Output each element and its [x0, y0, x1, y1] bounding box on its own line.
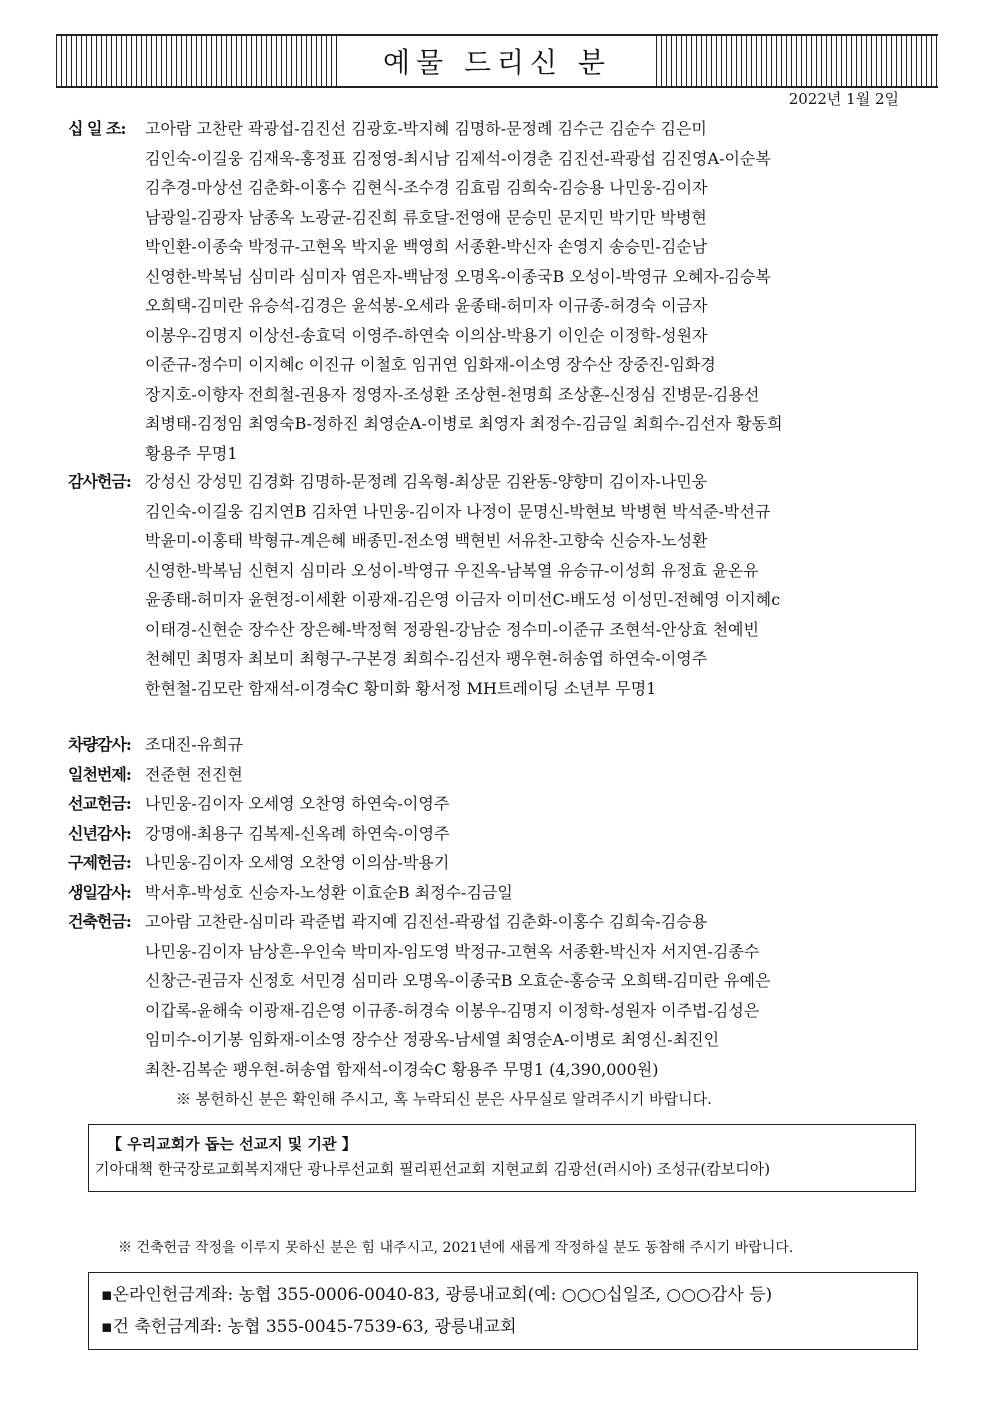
donor-line: 윤종태-허미자 윤현정-이세환 이광재-김은영 이금자 이미선C-배도성 이성민-전혜영 이지혜c — [145, 590, 781, 609]
donor-line: 이태경-신현순 장수산 장은혜-박정혁 정광원-강남순 정수미-이준규 조현석-안상효 천예빈 — [145, 619, 759, 639]
donor-line: 고아람 고찬란-심미라 곽준법 곽지예 김진선-곽광섭 김춘화-이홍수 김희숙-김승용 — [145, 912, 708, 931]
missions-text: 기아대책 한국장로교회복지재단 광나루선교회 필리핀선교회 지현교회 김광선(러시아) 조성규(캄보디아) — [95, 1160, 771, 1178]
donor-line: 박윤미-이홍태 박형규-계은혜 배종민-전소영 백현빈 서유찬-고향숙 신승자-노성환 — [145, 531, 708, 550]
donor-line: 이갑록-윤해숙 이광재-김은영 이규종-허경숙 이봉우-김명지 이정학-성원자 이주법-김성은 — [145, 1000, 760, 1020]
section-label-text: 감사헌금: — [68, 472, 131, 491]
missions-box — [88, 1124, 916, 1192]
section-label-text: 건축헌금: — [68, 912, 131, 931]
online-account: ▪온라인헌금계좌: 농협 355-0006-0040-83, 광릉내교회(예: ○○○십일조, ○○○감사 등) — [101, 1285, 773, 1305]
donor-line: 전준현 전진현 — [145, 765, 243, 784]
donor-line: 이봉우-김명지 이상선-송효덕 이영주-하연숙 이의삼-박용기 이인순 이정학-성원자 — [145, 325, 708, 345]
donor-line: 나민웅-김이자 오세영 오찬영 이의삼-박용기 — [145, 853, 450, 872]
section-label-text: 일천번제: — [68, 765, 131, 784]
section-label — [68, 819, 144, 849]
section-label — [68, 730, 144, 760]
section-label-text: 십 일 조: — [68, 119, 126, 138]
confirm-notice: ※ 봉헌하신 분은 확인해 주시고, 혹 누락되신 분은 사무실로 알려주시기 바랍니다. — [176, 1090, 712, 1108]
donor-line: 임미수-이기봉 임화재-이소영 장수산 정광옥-남세열 최영순A-이병로 최영신-최진인 — [145, 1030, 720, 1049]
title-bar — [56, 34, 938, 88]
section-label — [68, 114, 144, 144]
donor-line: 황용주 무명1 — [145, 443, 238, 463]
section-label-text: 구제헌금: — [68, 853, 131, 872]
section-label — [68, 467, 144, 497]
donor-line: 남광일-김광자 남종옥 노광균-김진희 류호달-전영애 문승민 문지민 박기만 박병현 — [145, 207, 707, 227]
donor-line: 박인환-이종숙 박정규-고현옥 박지윤 백영희 서종환-박신자 손영지 송승민-김순남 — [145, 237, 708, 256]
building-notice: ※ 건축헌금 작정을 이루지 못하신 분은 힘 내주시고, 2021년에 새롭게 작정하실 분도 동참해 주시기 바랍니다. — [118, 1240, 794, 1256]
donor-line: 장지호-이향자 전희철-권용자 정영자-조성환 조상현-천명희 조상훈-신정심 진병문-김용선 — [145, 384, 760, 404]
section-label — [68, 907, 144, 937]
donor-line: 김추경-마상선 김춘화-이홍수 김현식-조수경 김효림 김희숙-김승용 나민웅-김이자 — [145, 178, 708, 197]
donor-line: 이준규-정수미 이지혜c 이진규 이철호 임귀연 임화재-이소영 장수산 장중진-임화경 — [145, 355, 716, 374]
donor-line: 최찬-김복순 팽우현-허송엽 함재석-이경숙C 황용주 무명1 (4,390,000원) — [145, 1059, 659, 1079]
donor-line: 강명애-최용구 김복제-신옥례 하연숙-이영주 — [145, 824, 450, 843]
donor-line: 나민웅-김이자 남상흔-우인숙 박미자-임도영 박정규-고현옥 서종환-박신자 서지연-김종수 — [145, 941, 760, 961]
section-label — [68, 878, 144, 908]
donor-line: 김인숙-이길웅 김재욱-홍정표 김정영-최시남 김제석-이경춘 김진선-곽광섭 김진영A-이순복 — [145, 148, 771, 168]
donor-line: 오희택-김미란 유승석-김경은 윤석봉-오세라 윤종태-허미자 이규종-허경숙 이금자 — [145, 296, 708, 315]
missions-heading: 【 우리교회가 돕는 선교지 및 기관 】 — [107, 1135, 357, 1153]
donor-line: 조대진-유희규 — [145, 735, 244, 754]
page-title: 예물 드리신 분 — [340, 36, 654, 86]
donor-line: 신영한-박복님 신현지 심미라 오성이-박영규 우진옥-남복열 유승규-이성희 유정효 윤온유 — [145, 560, 759, 580]
section-label — [68, 760, 144, 790]
donor-line: 최병태-김정임 최영숙B-정하진 최영순A-이병로 최영자 최정수-김금일 최희수-김선자 황동희 — [145, 414, 783, 433]
date: 2022년 1월 2일 — [788, 90, 899, 108]
section-label — [68, 848, 144, 878]
donor-line: 신영한-박복님 심미라 심미자 염은자-백남정 오명옥-이종국B 오성이-박영규 오혜자-김승복 — [145, 266, 771, 286]
section-label-text: 선교헌금: — [68, 794, 131, 813]
donor-line: 강성신 강성민 김경화 김명하-문정례 김옥형-최상문 김완동-양향미 김이자-나민웅 — [145, 472, 708, 491]
donor-line: 고아람 고찬란 곽광섭-김진선 김광호-박지혜 김명하-문정례 김수근 김순수 김은미 — [145, 119, 707, 138]
donor-line: 한현철-김모란 함재석-이경숙C 황미화 황서정 MH트레이딩 소년부 무명1 — [145, 678, 657, 698]
section-label-text: 생일감사: — [68, 883, 131, 902]
section-label-text: 신년감사: — [68, 824, 131, 843]
building-account: ▪건 축헌금계좌: 농협 355-0045-7539-63, 광릉내교회 — [101, 1317, 517, 1337]
accounts-box — [88, 1272, 918, 1350]
donor-line: 박서후-박성호 신승자-노성환 이효순B 최정수-김금일 — [145, 883, 513, 902]
donor-line: 신창근-권금자 신정호 서민경 심미라 오명옥-이종국B 오효순-홍승국 오희택-김미란 유예은 — [145, 971, 771, 990]
section-label-text: 차량감사: — [68, 735, 131, 754]
donor-line: 나민웅-김이자 오세영 오찬영 하연숙-이영주 — [145, 794, 450, 813]
section-label — [68, 789, 144, 819]
donor-line: 김인숙-이길웅 김지연B 김차연 나민웅-김이자 나정이 문명신-박현보 박병현 박석준-박선규 — [145, 501, 771, 521]
donor-line: 천혜민 최명자 최보미 최형구-구본경 최희수-김선자 팽우현-허송엽 하연숙-이영주 — [145, 649, 708, 668]
